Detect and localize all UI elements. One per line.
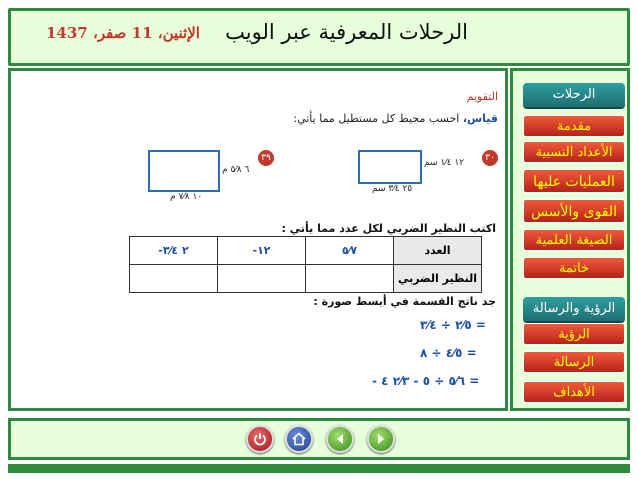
table-cell: -١٢ xyxy=(218,237,306,265)
division-expression-3: - ٥⁄٦ ÷ ٥ - ٢⁄٣ ٤ = xyxy=(372,374,480,388)
division-heading: جد ناتج القسمة في أبسط صورة : xyxy=(313,295,496,308)
division-expression-1: ٢⁄٥ ÷ ٣⁄٤ = xyxy=(420,318,486,332)
problem-number-2: ٣٠ xyxy=(482,150,498,166)
intro-text: احسب محيط كل مستطيل مما يأتي: xyxy=(293,112,460,125)
table-row xyxy=(130,265,482,293)
rect1-side-b: ١٠ ٧⁄٨ م xyxy=(170,192,203,202)
power-button[interactable] xyxy=(246,425,274,453)
home-icon xyxy=(292,432,306,446)
table-header-reciprocal: النظير الضربي xyxy=(394,265,482,293)
doc-section-title: التقويم xyxy=(466,90,498,103)
sidebar-item-rational-numbers[interactable]: الأعداد النسبية xyxy=(523,141,625,163)
table-cell xyxy=(306,265,394,293)
site-title: الرحلات المعرفية عبر الويب xyxy=(225,20,468,44)
date-display: الإثنين، 11 صفر، 1437 xyxy=(46,24,200,42)
division-expression-2: ٤⁄٥ ÷ ٨ = xyxy=(420,346,477,360)
table-cell xyxy=(130,265,218,293)
power-icon xyxy=(253,432,267,446)
rect1-side-a: ٦ ٥⁄٨ م xyxy=(222,165,250,175)
sidebar-item-intro[interactable]: مقدمة xyxy=(523,115,625,137)
back-icon xyxy=(333,432,347,446)
sidebar-item-scientific-notation[interactable]: الصيغة العلمية xyxy=(523,229,625,251)
table-cell: ٥⁄٧ xyxy=(306,237,394,265)
rectangle-figure-1 xyxy=(148,150,220,192)
bottom-strip xyxy=(8,464,630,473)
doc-intro xyxy=(293,112,498,125)
table-cell xyxy=(218,265,306,293)
sidebar-item-mission[interactable]: الرسالة xyxy=(523,351,625,373)
sidebar-item-conclusion[interactable]: خاتمة xyxy=(523,257,625,279)
table-header-number: العدد xyxy=(394,237,482,265)
rect2-side-b: ٢٥ ٣⁄٤ سم xyxy=(372,184,413,194)
table-row xyxy=(130,237,482,265)
intro-label: قياس، xyxy=(462,112,498,125)
forward-button[interactable] xyxy=(367,425,395,453)
sidebar-item-powers[interactable]: القوى والأسس xyxy=(523,199,625,223)
table-heading: اكتب النظير الضربي لكل عدد مما يأتي : xyxy=(281,222,496,235)
problem-number-1: ٣٩ xyxy=(258,150,274,166)
sidebar-item-operations[interactable]: العمليات عليها xyxy=(523,169,625,193)
reciprocal-table xyxy=(129,236,482,293)
rect2-side-a: ١٢ ١⁄٤ سم xyxy=(424,158,465,168)
forward-icon xyxy=(374,432,388,446)
sidebar-item-goals[interactable]: الأهداف xyxy=(523,381,625,403)
back-button[interactable] xyxy=(326,425,354,453)
sidebar-heading-vision[interactable]: الرؤية والرسالة xyxy=(523,297,625,321)
footer-bar xyxy=(8,418,630,460)
rectangle-figure-2 xyxy=(358,150,422,184)
sidebar-heading-trips[interactable]: الرحلات xyxy=(523,83,625,107)
home-button[interactable] xyxy=(285,425,313,453)
sidebar-item-vision[interactable]: الرؤية xyxy=(523,323,625,345)
sidebar xyxy=(510,68,630,411)
table-cell: -٢ ٣⁄٤ xyxy=(130,237,218,265)
